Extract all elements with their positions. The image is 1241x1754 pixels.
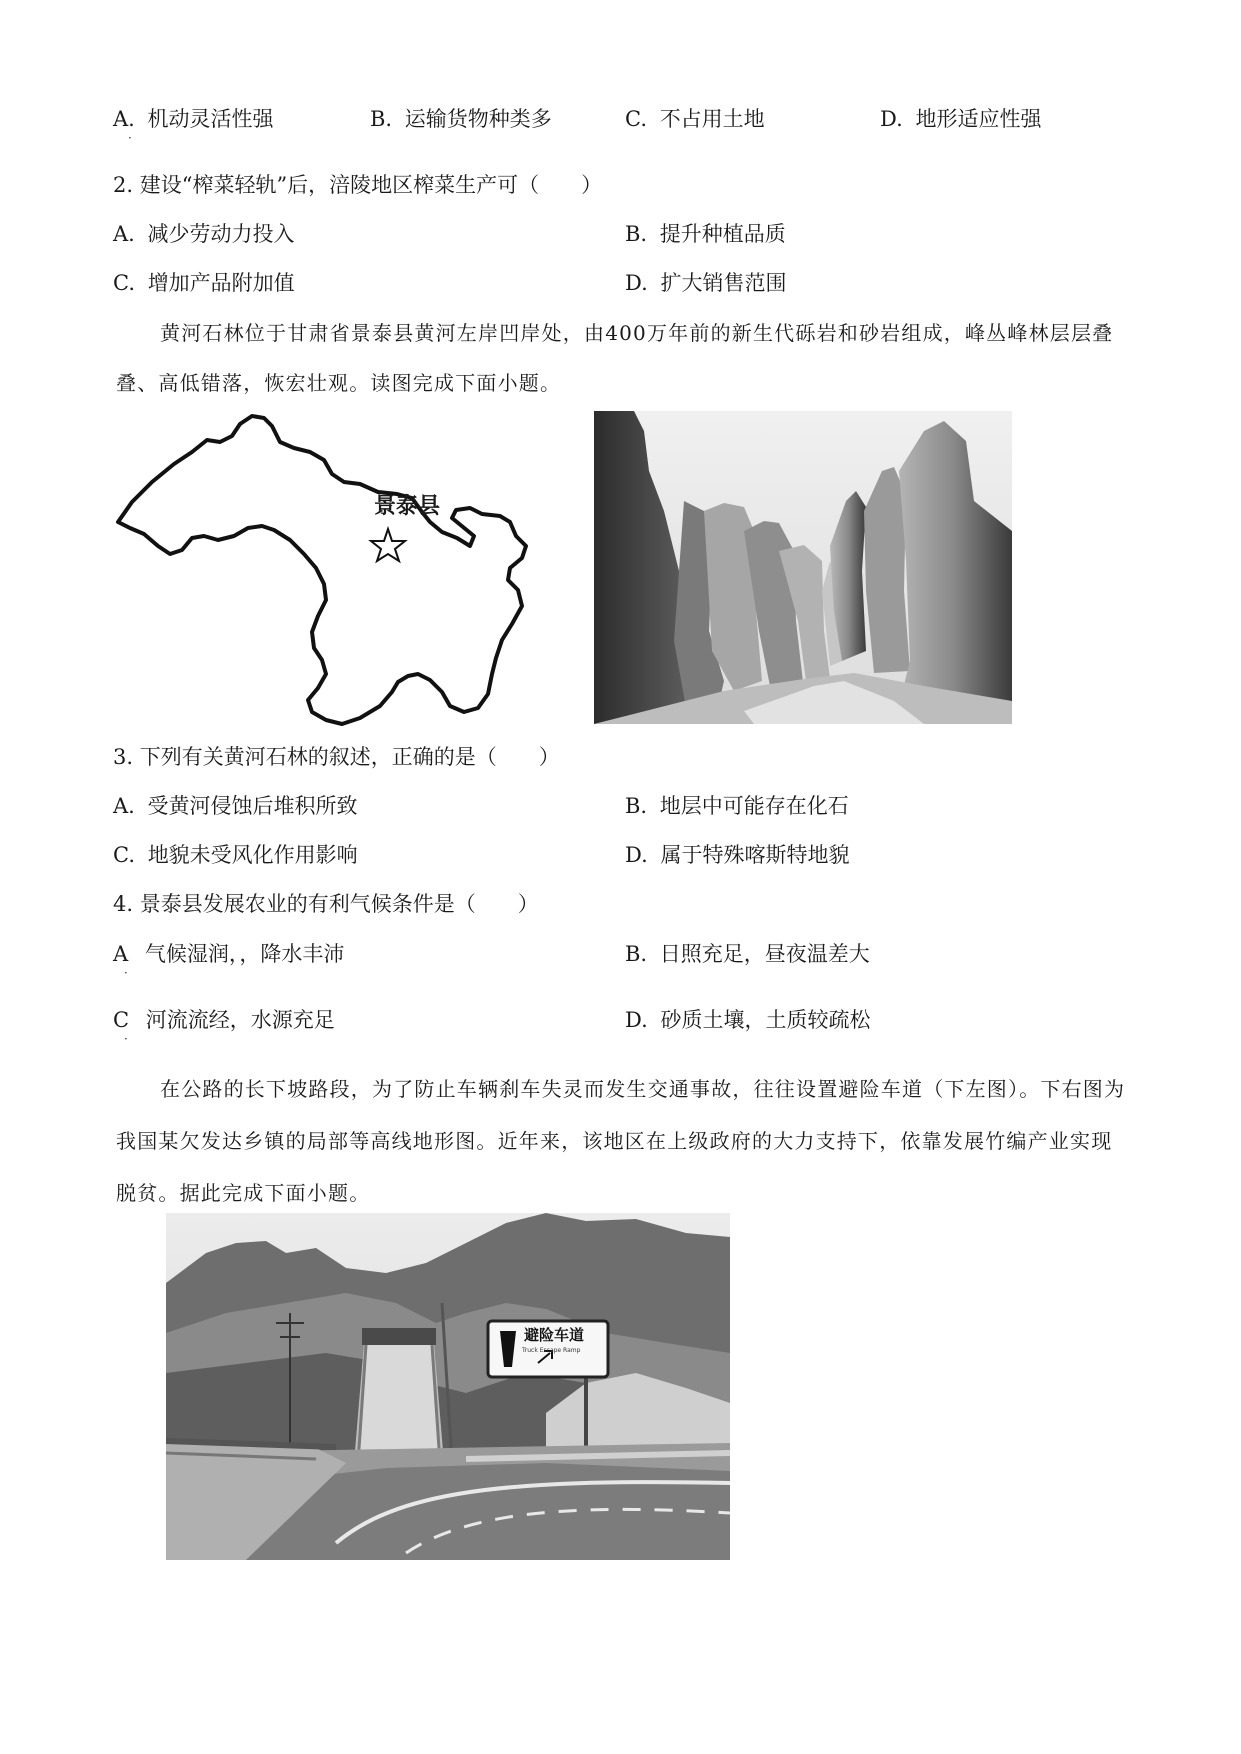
q3-option-a xyxy=(113,791,358,821)
q2-option-b xyxy=(625,219,786,249)
q1-option-a xyxy=(113,104,274,134)
option-letter: D. xyxy=(625,1008,648,1032)
option-text: 地貌未受风化作用影响 xyxy=(147,843,358,867)
option-letter: D. xyxy=(625,271,648,295)
q4-option-a xyxy=(113,939,344,969)
sign-sub-text: Truck Escape Ramp xyxy=(522,1347,581,1354)
option-letter: A xyxy=(113,942,129,966)
option-text: 气候湿润，，降水丰沛 xyxy=(144,942,345,966)
gansu-outline xyxy=(112,412,592,732)
option-letter: A. xyxy=(113,794,135,818)
option-text: 河流流经，水源充足 xyxy=(145,1008,335,1032)
escape-ramp-photo xyxy=(166,1213,730,1560)
option-letter: C. xyxy=(113,271,135,295)
star-icon xyxy=(371,529,405,561)
stone-forest-photo xyxy=(594,411,1012,724)
option-text: 不占用土地 xyxy=(659,107,765,131)
q1-option-c xyxy=(625,104,765,134)
q2-stem: 2. 建设“榨菜轻轨”后，涪陵地区榨菜生产可（ ） xyxy=(113,173,603,197)
option-letter: C. xyxy=(625,107,647,131)
q4-option-c xyxy=(113,1005,335,1035)
option-letter: A. xyxy=(113,107,135,131)
option-text: 减少劳动力投入 xyxy=(147,222,295,246)
option-text: 地层中可能存在化石 xyxy=(659,794,849,818)
bullet-mark: · xyxy=(128,131,132,145)
q4-option-d xyxy=(625,1005,870,1035)
county-label: 景泰县 xyxy=(374,494,441,519)
option-text: 机动灵活性强 xyxy=(147,107,274,131)
option-text: 地形适应性强 xyxy=(915,107,1042,131)
q2-option-a xyxy=(113,219,295,249)
option-text: 扩大销售范围 xyxy=(660,271,787,295)
q1-option-d xyxy=(880,104,1041,134)
option-letter: B. xyxy=(625,942,648,966)
q3-option-d xyxy=(625,840,849,870)
passage-escape-ramp: 在公路的长下坡路段，为了防止车辆刹车失灵而发生交通事故，往往设置避险车道（下左图）。下右图为我国某欠发达乡镇的局部等高线地形图。近年来，该地区在上级政府的大力支持下，依靠发展竹编产业实现脱贫。据此完成下面小题。 xyxy=(116,1077,1126,1205)
q1-option-b xyxy=(370,104,552,134)
option-text: 增加产品附加值 xyxy=(147,271,295,295)
option-letter: B. xyxy=(625,222,648,246)
option-text: 属于特殊喀斯特地貌 xyxy=(660,843,850,867)
sign-main-text: 避险车道 xyxy=(524,1326,585,1344)
passage-stone-forest: 黄河石林位于甘肃省景泰县黄河左岸凹岸处，由400万年前的新生代砾岩和砂岩组成，峰丛峰林层层叠叠、高低错落，恢宏壮观。读图完成下面小题。 xyxy=(116,321,1114,395)
option-letter: C. xyxy=(113,843,135,867)
q2-option-c xyxy=(113,268,295,298)
q3-option-c xyxy=(113,840,358,870)
gansu-map-figure xyxy=(112,412,592,732)
option-letter: B. xyxy=(625,794,648,818)
q4-option-b xyxy=(625,939,870,969)
q3-stem: 3. 下列有关黄河石林的叙述，正确的是（ ） xyxy=(113,745,560,769)
bullet-mark: · xyxy=(124,1032,128,1046)
q4-stem: 4. 景泰县发展农业的有利气候条件是（ ） xyxy=(113,892,539,916)
option-text: 提升种植品质 xyxy=(659,222,786,246)
option-text: 日照充足，昼夜温差大 xyxy=(659,942,870,966)
q2-option-d xyxy=(625,268,786,298)
q3-option-b xyxy=(625,791,849,821)
option-letter: D. xyxy=(625,843,648,867)
option-letter: B. xyxy=(370,107,393,131)
bullet-mark: · xyxy=(124,966,128,980)
option-text: 受黄河侵蚀后堆积所致 xyxy=(147,794,358,818)
option-text: 运输货物种类多 xyxy=(404,107,552,131)
option-letter: C xyxy=(113,1008,130,1032)
option-letter: D. xyxy=(880,107,903,131)
option-letter: A. xyxy=(113,222,135,246)
option-text: 砂质土壤，土质较疏松 xyxy=(660,1008,871,1032)
